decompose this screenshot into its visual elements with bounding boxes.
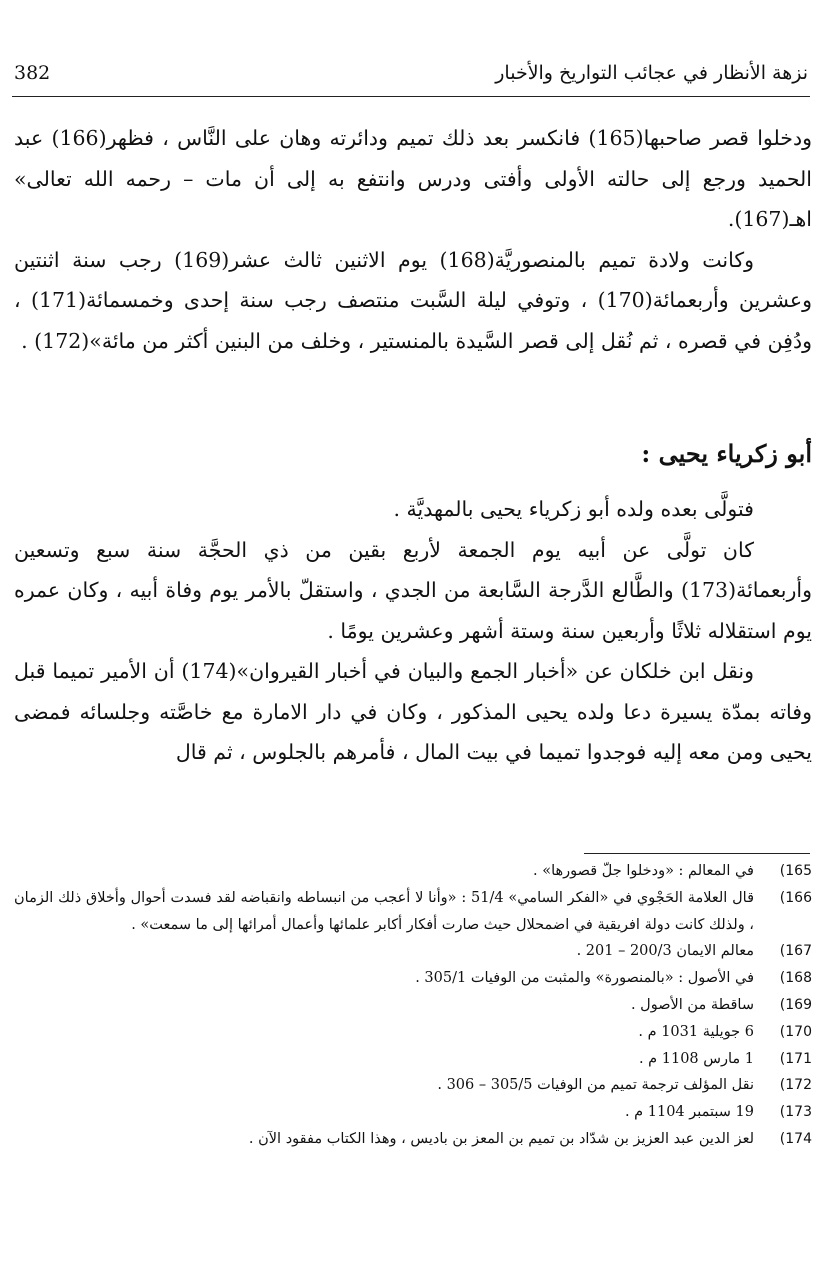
footnote-number: 171) — [779, 1050, 812, 1067]
footnote-rule — [584, 853, 810, 854]
section-heading: أبو زكرياء يحيى : — [641, 439, 812, 468]
footnote — [14, 938, 812, 965]
footnote — [14, 858, 812, 885]
paragraph: فتولَّى بعده ولده أبو زكرياء يحيى بالمهديَّة . — [393, 497, 754, 521]
footnote-number: 168) — [779, 970, 812, 987]
running-head — [14, 58, 808, 88]
footnote-number: 174) — [779, 1130, 812, 1147]
footnote-text: 19 سبتمبر 1104 م . — [624, 1104, 754, 1121]
paragraph: كان تولَّى عن أبيه يوم الجمعة لأربع بقين من ذي الحجَّة سنة سبع وتسعين وأربعمائة(173) والطَّالع الدَّرجة السَّابعة من الجدي ، واستقلّ بالأمر يوم وفاة أبيه ، وكان عمره يوم استقلاله ثلاثًا وأربعين سنة وستة أشهر وعشرين يومًا . — [14, 537, 812, 643]
footnote — [14, 1126, 812, 1153]
footnote-number: 170) — [779, 1023, 812, 1040]
main-text — [14, 118, 812, 773]
footnote-number: 172) — [779, 1077, 812, 1094]
spacer — [14, 361, 812, 431]
footnote — [14, 1099, 812, 1126]
footnote-text: ساقطة من الأصول . — [630, 996, 754, 1013]
footnote-text: لعز الدين عبد العزيز بن شدّاد بن تميم بن المعز بن باديس ، وهذا الكتاب مفقود الآن . — [248, 1130, 754, 1147]
footnote-text: 1 مارس 1108 م . — [638, 1050, 754, 1067]
footnotes — [14, 858, 812, 1153]
footnote — [14, 1046, 812, 1073]
footnote-number: 173) — [779, 1104, 812, 1121]
footnote-number: 166) — [779, 889, 812, 906]
header-rule — [12, 96, 810, 97]
spacer — [14, 477, 812, 489]
footnote — [14, 885, 812, 939]
running-title: نزهة الأنظار في عجائب التواريخ والأخبار — [495, 62, 808, 84]
paragraph: ونقل ابن خلكان عن «أخبار الجمع والبيان في أخبار القيروان»(174) أن الأمير تميما قبل وفاته بمدّة يسيرة دعا ولده يحيى المذكور ، وكان في دار الامارة مع خاصَّته وجلسائه فمضى يحيى ومن معه إليه فوجدوا تميما في بيت المال ، فأمرهم بالجلوس ، ثم قال — [14, 659, 812, 764]
paragraph: وكانت ولادة تميم بالمنصوريَّة(168) يوم الاثنين ثالث عشر(169) رجب سنة اثنتين وعشرين وأربعمائة(170) ، وتوفي ليلة السَّبت منتصف رجب سنة إحدى وخمسمائة(171) ، ودُفِن في قصره ، ثم نُقل إلى قصر السَّيدة بالمنستير ، وخلف من البنين أكثر من مائة»(172) . — [14, 247, 812, 353]
footnote-text: قال العلامة الحَجْوي في «الفكر السامي» 51/4 : «وأنا لا أعجب من انبساطه وانقباضه لقد فسدت أحوال وأخلاق ذلك الزمان ، ولذلك كانت دولة افريقية في اضمحلال حيث صارت أفكار أكابر علمائها وأعمال أمرائها إلى ما سمعت» . — [14, 889, 754, 933]
footnote-text: في الأصول : «بالمنصورة» والمثبت من الوفيات 305/1 . — [415, 970, 754, 987]
footnote — [14, 992, 812, 1019]
footnote — [14, 965, 812, 992]
footnote-text: 6 جويلية 1031 م . — [638, 1023, 754, 1040]
footnote — [14, 1072, 812, 1099]
paragraph: ودخلوا قصر صاحبها(165) فانكسر بعد ذلك تميم ودائرته وهان على النَّاس ، فظهر(166) عبد الحميد ورجع إلى حالته الأولى وأفتى ودرس وانتفع به إلى أن مات – رحمه الله تعالى» اهـ(167). — [14, 126, 813, 231]
page-number: 382 — [14, 62, 51, 84]
footnote-text: معالم الايمان 200/3 – 201 . — [576, 943, 754, 960]
footnote — [14, 1019, 812, 1046]
footnote-number: 165) — [779, 863, 812, 879]
footnote-number: 169) — [779, 996, 812, 1013]
footnote-text: في المعالم : «ودخلوا جلّ قصورها» . — [533, 863, 754, 879]
footnote-text: نقل المؤلف ترجمة تميم من الوفيات 305/5 – 306 . — [437, 1077, 754, 1094]
footnote-number: 167) — [779, 943, 812, 960]
